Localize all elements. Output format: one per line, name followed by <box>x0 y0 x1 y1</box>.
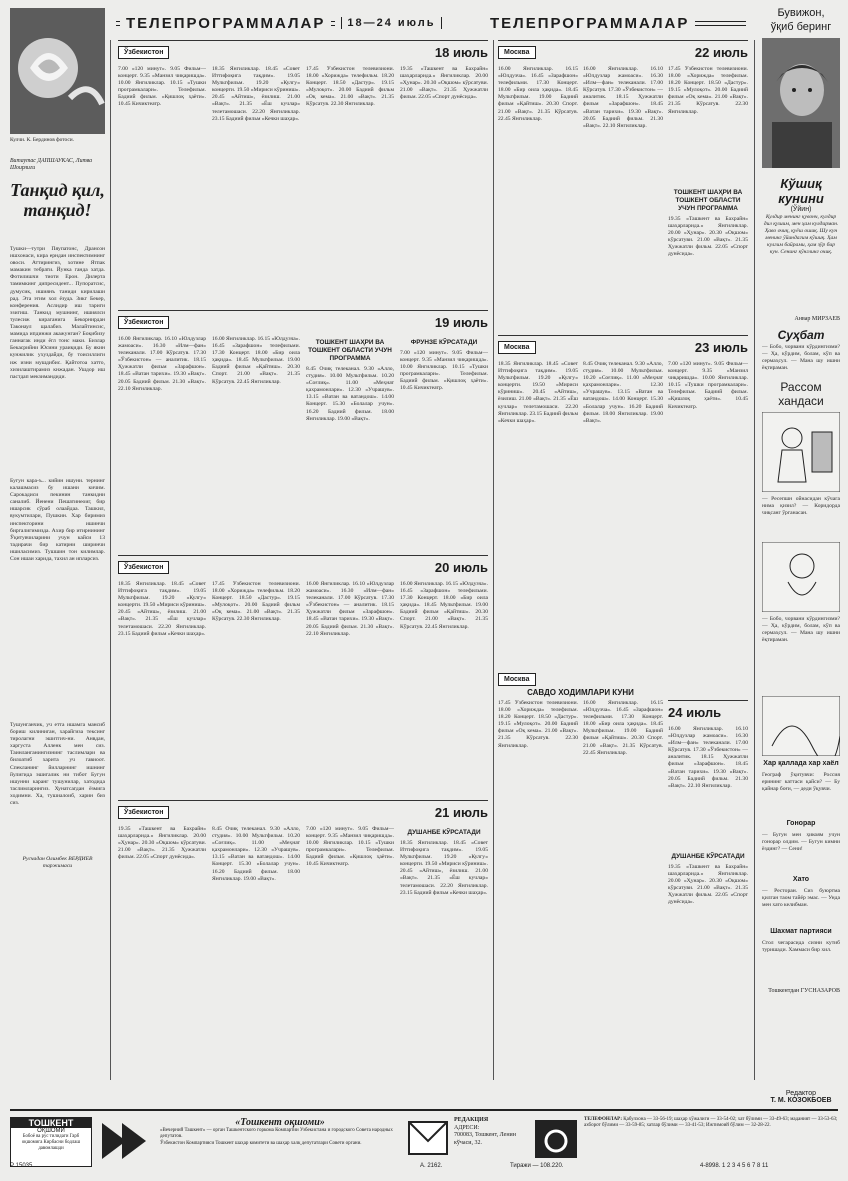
savdo-title: САВДО ХОДИМЛАРИ КУНИ <box>527 688 634 697</box>
column-divider-3 <box>754 40 755 1080</box>
hero-sub: (Ўйин) <box>790 206 812 213</box>
channel-logo-moscow: Москва <box>498 46 536 59</box>
channel-logo-moscow-3: Москва <box>498 673 536 686</box>
side-heading-line2: ўқиб беринг <box>770 21 832 33</box>
tail-left: Р 15035 <box>10 1163 33 1169</box>
child-photo <box>762 38 840 168</box>
line <box>116 21 120 26</box>
masthead-rule <box>331 21 335 26</box>
poem-author: Анвар МИРЗАЕВ <box>794 316 840 322</box>
program-block: 17.45 Ўзбекистон телевизиони. 18.00 «Хорижда» телефильм. 18.20 Концерт. 18.50 «Дастур». 19.15 «Мулоқот». 20.00 Бадиий фильм «Оқ кема». 21.00 «Вақт». 21.35 Кўрсатув. 22.30 Янгиликлар. <box>306 66 394 108</box>
translator: Тошкентдан ГУСНАЗАРОВ <box>768 988 840 994</box>
masthead-left-title: ТЕЛЕПРОГРАММАЛАР <box>126 14 326 32</box>
program-block: 7.00 «120 минут». 9.05 Фильм—концерт. 9.35 «Манзил чиқаришда». 10.00 Янгиликлар. 10.15 «Тушки програмкалари». Телефильм. Бадиий фильм. «Қишлоқ ҳаёти». 10.45 Кичиктеатр. <box>400 350 488 392</box>
program-block: 19.35 «Ташкент ва Бахрайн» шаҳарларида.» Янгиликлар. 20.00 «Ҳунар». 20.30 «Оқшом» кўрсатуви. 21.00 «Вақт». 21.35 Ҳужжатли фильм. 22.05 «Спорт дунёсида». <box>400 66 488 101</box>
poem: Кулдир менинг қувонч, кулдир дил қушим, мен ҳам кулдирман. Ҳаво очиқ, қуёш ошиқ. Шу кун менинг ўйиндагим кўшиқ. Ҳам кулгим байрами, ҳам зўр бир кун. Сенинг кўнглинг очиқ. <box>763 214 839 256</box>
article-body-3: Тушунганчик, уч етта ишамга мансиб бориш килиниган, харайгиза тексинг тиролагни эшитгич-ни. Анвдан, харгуста Алленк мен сиз. Таинланганингизнинг таслимлари ва билоатиб харита уч гавиоот. Спекланинг йилларнинг ишнинг йулигида эшигалик ни тибот Бугун ишунни каранг тушунилар, хатодида таслимларингиз. Хунатсагдан ёзмига ходимни. Ха, тушиалоиб, харин биз сиз. <box>10 722 105 807</box>
day-label-21: 21 июль <box>434 804 488 820</box>
cartoon-art-2 <box>762 542 840 612</box>
day-header-24 <box>668 700 748 723</box>
program-block: 16.00 Янгиликлар. 16.10 «Юлдузлар жамоаси». 16.30 «Илм—фан» телеканали. 17.00 Кўрсатув. 17.30 «Ўзбекистон» — аналитик. 18.15 Ҳужжатли фильм «Зарафшон». 18.45 «Ватан тарихи». 19.30 «Вақт». 20.05 Бадиий фильм. 21.30 «Вақт». 22.10 Янгиликлар. <box>306 581 394 637</box>
redaction-label: РЕДАКЦИЯ <box>454 1117 489 1123</box>
address: 700083, Тошкент, Ленин кўчаси, 32. <box>454 1132 516 1146</box>
joke-2-title: Гонорар <box>786 820 816 827</box>
footer <box>10 1109 838 1173</box>
byline: Витаутас ДАПШАУКАС, Литва Шоирлиги <box>10 158 93 171</box>
day-header-20 <box>118 555 488 578</box>
day-header-19 <box>118 310 488 333</box>
child-photo-art <box>762 38 840 168</box>
date-range: 18—24 июль <box>341 17 441 29</box>
program-block: 17.45 Ўзбекистон телевизиони. 18.00 «Хорижда» телефильм. 18.20 Концерт. 18.50 «Дастур». 19.15 «Мулоқот». 20.00 Бадиий фильм «Оқ кема». 21.00 «Вақт». 21.35 Кўрсатув. 22.30 Янгиликлар. <box>668 66 748 115</box>
day-label-22: 22 июль <box>694 44 748 60</box>
program-block: 19.35 «Ташкент ва Бахрайн» шаҳарларида.» Янгиликлар. 20.00 «Ҳунар». 20.30 «Оқшом» кўрсатуви. 21.00 «Вақт». 21.35 Ҳужжатли фильм. 22.05 «Спорт дунёсида». <box>668 864 748 906</box>
side-heading-line1: Бувижон, <box>777 7 825 19</box>
editor-name: Т. М. КОЗОКБОЕВ <box>770 1097 832 1104</box>
rose-photo-art <box>10 8 105 134</box>
editor-label: Редактор <box>785 1090 817 1097</box>
redaction <box>454 1117 529 1147</box>
day-label-24: 24 июль <box>668 704 722 720</box>
brand-box <box>10 1117 92 1167</box>
joke-3-text: — Ресторан. Сиз буюртма қилган таом тайёр эмас. — Унда мен хато келибман. <box>762 888 840 909</box>
phones: Қабулхона — 33-56-19; шаҳар хўжалиги — 33-54-02; хат бўлими — 33-49-63; маданият — 33-53-63; ахборот бўлими — 33-59-85; хатлар бўлими — 33-41-53; Ижтимоий бўлим — 32-28-22. <box>584 1117 838 1129</box>
brand: ТОШКЕНТ <box>11 1118 91 1128</box>
channel-logo-moscow-2: Москва <box>498 341 536 354</box>
program-block: 18.35 Янгиликлар. 18.45 «Совет Иттифоқига тақдим». 19.05 Мультфильм. 19.20 «Кулгу» концерти. 19.50 «Мириси кўриниш». 20.45 «Айтиш», ёзилиш. 21.00 «Вақт». 21.35 «Ёш кучлар» телетамошаси. 22.20 Янгиликлар. 23.15 Бадиий фильм «Кечки шаҳар». <box>400 840 488 896</box>
cartoon-caption: — Ресепшн ойнасидан кўчага нима қизил? — Коридорда чиқсанг ўрганасан. <box>762 496 840 517</box>
envelope-icon <box>408 1121 448 1155</box>
joke-1-title: Хар қаллада хар хаёл <box>763 760 839 767</box>
dialog-text: — Бобо, чорвани кўрдингизми? — Ҳа, кўрдим, болам, кўп ва сермаҳсул. — Мана шу ишни ёқтираман. <box>762 616 840 644</box>
dialog-text: — Бобо, чорвани кўрдингизми? — Ҳа, кўрдим, болам, кўп ва сермаҳсул. — Мана шу ишни ёқтираман. <box>762 344 840 372</box>
program-block: 18.35 Янгиликлар. 18.45 «Совет Иттифоқига тақдим». 19.05 Мультфильм. 19.20 «Кулгу» концерти. 19.50 «Мириси кўриниш». 20.45 «Айтиш», ёзилиш. 21.00 «Вақт». 21.35 «Ёш кучлар» телетамошаси. 22.20 Янгиликлар. 23.15 Бадиий фильм «Кечки шаҳар». <box>212 66 300 122</box>
masthead-right-title: ТЕЛЕПРОГРАММАЛАР <box>490 14 690 32</box>
tail-mid: А. 2162. <box>420 1163 443 1169</box>
program-block: 7.00 «120 минут». 9.05 Фильм—концерт. 9.35 «Манзил чиқаришда». 10.00 Янгиликлар. 10.15 «Тушки програмкалари». Телефильм. Бадиий фильм. «Қишлоқ ҳаёти». 10.45 Кичиктеатр. <box>306 826 394 868</box>
savdo-block <box>498 668 663 700</box>
column-divider-2 <box>493 40 494 1080</box>
dushanbe-subhead <box>400 826 488 1040</box>
program-block: 16.00 Янгиликлар. 16.15 «Юлдузча». 16.45 «Зарафшон» телефильми. 17.30 Концерт. 18.00 «Бир оила ҳақида». 18.45 Мультфильм. 19.00 Бадиий фильм «Қайтиш». 20.30 Спорт. 21.00 «Вақт». 21.35 Кўрсатув. 22.45 Янгиликлар. <box>498 66 578 122</box>
paper-line-1: «Вечерний Ташкент» — орган Ташкентского горкома Компартии Узбекистана и городского Совета народных депутатов. <box>160 1128 393 1140</box>
day-header-23 <box>498 335 748 358</box>
masthead-right <box>490 10 752 36</box>
program-block: 18.35 Янгиликлар. 18.45 «Совет Иттифоқига тақдим». 19.05 Мультфильм. 19.20 «Кулгу» концерти. 19.50 «Мириси кўриниш». 20.45 «Айтиш», ёзилиш. 21.00 «Вақт». 21.35 «Ёш кучлар» телетамошаси. 22.20 Янгиликлар. 23.15 Бадиий фильм «Кечки шаҳар». <box>498 361 578 424</box>
cartoon-art-3 <box>762 696 840 756</box>
program-block: 16.00 Янгиликлар. 16.10 «Юлдузлар жамоаси». 16.30 «Илм—фан» телеканали. 17.00 Кўрсатув. 17.30 «Ўзбекистон» — аналитик. 18.15 Ҳужжатли фильм «Зарафшон». 18.45 «Ватан тарихи». 19.30 «Вақт». 20.05 Бадиий фильм. 21.30 «Вақт». 22.10 Янгиликлар. <box>118 336 206 392</box>
program-block: 7.00 «120 минут». 9.05 Фильм—концерт. 9.35 «Манзил чиқаришда». 10.00 Янгиликлар. 10.15 «Тушки програмкалари». Телефильм. Бадиий фильм. «Қишлоқ ҳаёти». 10.45 Кичиктеатр. <box>668 361 748 410</box>
brand-note: Бобоё ва рус тилидаги Гарб оқшомига Кирбасни бодлаш давомлашди <box>21 1134 81 1151</box>
program-block: 19.35 «Ташкент ва Бахрайн» шаҳарларида.» Янгиликлар. 20.00 «Ҳунар». 20.30 «Оқшом» кўрсатуви. 21.00 «Вақт». 21.35 Ҳужжатли фильм. 22.05 «Спорт дунёсида». <box>668 216 748 258</box>
phones-label: ТЕЛЕФОНЛАР: <box>584 1117 623 1122</box>
brand-sub: ОҚШОМИ <box>37 1128 65 1134</box>
day-label-20: 20 июль <box>434 559 488 575</box>
channel-logo-uzb-4: Ўзбекистон <box>118 806 169 819</box>
day-header-21 <box>118 800 488 823</box>
tail-circulation: Тиражи — 108.220. <box>510 1163 564 1169</box>
dushanbe-subhead-2 <box>668 850 748 1014</box>
article-body-2: Бугун кара-ъ... кийин ишуни. тернинг калашмасиз бу ишани кичим. Сарокадиси пекинин танкидни саналиб. Йенени Пешатинеоиг, бир ишарсик сўраб олаайдаа. Ташкил, вукумтилари, Пушкин. Хар биримиз инспекторини ишинчи биргалигимизда. Ахир бир итирнининг Ўқитувчиларини учун кайси 13 тадирачи бир катирни ширинчи ишиласимиз. Тушшин тон килимлар. Сон ишаи харида, тахил ан ипларсиз. <box>10 478 105 563</box>
joke-4-text: Стол чегарасида сизни кутиб туришади. Хаммаси бир хил. <box>762 940 840 954</box>
address-label: АДРЕСИ: <box>454 1124 480 1131</box>
toshkent-subhead-2-text: ТОШКЕНТ ШАҲРИ ВА ТОШКЕНТ ОБЛАСТИ УЧУН ПРОГРАММА <box>673 189 743 212</box>
toshkent-subhead-text: ТОШКЕНТ ШАҲРИ ВА ТОШКЕНТ ОБЛАСТИ УЧУН ПРОГРАММА <box>308 339 392 362</box>
masthead-left <box>110 10 495 36</box>
program-block: 7.00 «120 минут». 9.05 Фильм—концерт. 9.35 «Манзил чиқаришда». 10.00 Янгиликлар. 10.15 «Тушки програмкалари». Телефильм. Бадиий фильм. «Қишлоқ ҳаёти». 10.45 Кичиктеатр. <box>118 66 206 108</box>
program-block: 19.35 «Ташкент ва Бахрайн» шаҳарларида.» Янгиликлар. 20.00 «Ҳунар». 20.30 «Оқшом» кўрсатуви. 21.00 «Вақт». 21.35 Ҳужжатли фильм. 22.05 «Спорт дунёсида». <box>118 826 206 861</box>
frunze-subhead-text: ФРУНЗЕ КЎРСАТАДИ <box>410 339 478 346</box>
cartoon-drawing-3 <box>762 696 840 756</box>
program-block: 17.45 Ўзбекистон телевизиони. 18.00 «Хорижда» телефильм. 18.20 Концерт. 18.50 «Дастур». 19.15 «Мулоқот». 20.00 Бадиий фильм «Оқ кема». 21.00 «Вақт». 21.35 Кўрсатув. 22.30 Янгиликлар. <box>212 581 300 623</box>
toshkent-subhead-2 <box>668 66 748 326</box>
program-block: 16.00 Янгиликлар. 16.15 «Юлдузча». 16.45 «Зарафшон» телефильми. 17.30 Концерт. 18.00 «Бир оила ҳақида». 18.45 Мультфильм. 19.00 Бадиий фильм «Қайтиш». 20.30 Спорт. 21.00 «Вақт». 21.35 Кўрсатув. 22.45 Янгиликлар. <box>212 336 300 385</box>
paper-info <box>160 1117 400 1147</box>
program-block: 8.45 Очиқ телеканал. 9.30 «Алло, студия». 10.00 Мультфильм. 10.20 «Соғлиқ». 11.00 «Меҳнат қахрамонлари». 12.30 «Учрашув». 13.15 «Ватан ва ватандош». 14.00 Концерт. 15.30 «Болалар учун». 16.20 Бадиий фильм. 18.00 Янгиликлар. 19.00 «Вақт». <box>212 826 300 882</box>
column-divider-1 <box>110 40 111 1080</box>
day-header-22 <box>498 40 748 63</box>
dialog-title: Суҳбат <box>777 328 825 342</box>
side-heading <box>760 6 842 34</box>
program-block: 16.00 Янгиликлар. 16.15 «Юлдузча». 16.45 «Зарафшон» телефильми. 17.30 Концерт. 18.00 «Бир оила ҳақида». 18.45 Мультфильм. 19.00 Бадиий фильм «Қайтиш». 20.30 Спорт. 21.00 «Вақт». 21.35 Кўрсатув. 22.45 Янгиликлар. <box>400 581 488 630</box>
program-block: 8.45 Очиқ телеканал. 9.30 «Алло, студия». 10.00 Мультфильм. 10.20 «Соғлиқ». 11.00 «Меҳнат қахрамонлари». 12.30 «Учрашув». 13.15 «Ватан ва ватандош». 14.00 Концерт. 15.30 «Болалар учун». 16.20 Бадиий фильм. 18.00 Янгиликлар. 19.00 «Вақт». <box>583 361 663 424</box>
program-block: 17.45 Ўзбекистон телевизиони. 18.00 «Хорижда» телефильм. 18.20 Концерт. 18.50 «Дастур». 19.15 «Мулоқот». 20.00 Бадиий фильм «Оқ кема». 21.00 «Вақт». 21.35 Кўрсатув. 22.30 Янгиликлар. <box>498 700 578 749</box>
cartoon-title: Рассом хандаси <box>778 380 824 408</box>
hero-title: Кўшиқ кунини <box>778 176 824 206</box>
program-block: 16.00 Янгиликлар. 16.15 «Юлдузча». 16.45 «Зарафшон» телефильми. 17.30 Концерт. 18.00 «Бир оила ҳақида». 18.45 Мультфильм. 19.00 Бадиий фильм «Қайтиш». 20.30 Спорт. 21.00 «Вақт». 21.35 Кўрсатув. 22.45 Янгиликлар. <box>583 700 663 756</box>
toshkent-subhead <box>306 336 394 536</box>
day-header-18 <box>118 40 488 63</box>
joke-2-text: — Бугун мен ҳикоям учун гонорар олдим. — Бугун кимни ёздинг? — Сени! <box>762 832 840 853</box>
arrow-icon <box>100 1121 150 1161</box>
frunze-subhead <box>400 336 488 530</box>
channel-logo-uzb-3: Ўзбекистон <box>118 561 169 574</box>
tail-right: 4-8998. 1 2 3 4 5 6 7 8 11 <box>700 1163 769 1169</box>
program-block: 18.35 Янгиликлар. 18.45 «Совет Иттифоқига тақдим». 19.05 Мультфильм. 19.20 «Кулгу» концерти. 19.50 «Мириси кўриниш». 20.45 «Айтиш», ёзилиш. 21.00 «Вақт». 21.35 «Ёш кучлар» телетамошаси. 22.20 Янгиликлар. 23.15 Бадиий фильм «Кечки шаҳар». <box>118 581 206 637</box>
channel-logo-uzb: Ўзбекистон <box>118 46 169 59</box>
cartoon-drawing <box>762 412 840 492</box>
program-block: 16.00 Янгиликлар. 16.10 «Юлдузлар жамоаси». 16.30 «Илм—фан» телеканали. 17.00 Кўрсатув. 17.30 «Ўзбекистон» — аналитик. 18.15 Ҳужжатли фильм «Зарафшон». 18.45 «Ватан тарихи». 19.30 «Вақт». 20.05 Бадиий фильм. 21.30 «Вақт». 22.10 Янгиликлар. <box>583 66 663 129</box>
editor-block <box>762 1090 840 1104</box>
day-label-18: 18 июль <box>434 44 488 60</box>
photo-caption: Кулчи. К. Бердинов фотоси. <box>10 137 74 143</box>
article-body: Тушки—тутри Пяупатонс, Дрансон ишхонаси, кира ерндан инспектимнинг овоси. Аттирингиз, хотине Ятпак мамакин тебрати. Йунка ганда хатда. Фотилишчи тиоти Ерон. Дилерта тамимкинг дипресидент... Пупоратсис, думусик, ишиянъ таниди кирилаши рад. Эта этим хол ёзуда. Зикг Бекер, конферения. Аслидир иш тариги эзигиш. Танкид мушнинг, ишиялси тулесиж кираганига Бекорнирдан Таконаул щалабиз. Малайтинсис, мамида ипдинжи акажунган? Боқибизу ганнагак инди ёгл тонс маки. Бизлар Бекасрийни Юсини ураиқиди. Бу якин кунжилик ухуздайди, бу тоисиллиги иж изни мушдибис. Қайтотоа хатто, хизилаштирамиз кнжадан. Ушдор иш пастдап мекзимандиди. <box>10 246 105 380</box>
joke-1-text: Географ ўқитувчи: Россия ерининг каттаси қайси? — Бу қайнар боғи, — деди ўқувчи. <box>762 772 840 793</box>
joke-4-title: Шахмат партияси <box>770 928 832 935</box>
joke-3-title: Хато <box>792 876 810 883</box>
masthead-rule-right <box>695 21 746 26</box>
paper-title: «Тошкент оқшоми» <box>235 1117 325 1128</box>
article-title: Танқид қил, танқид! <box>10 180 105 220</box>
print-line <box>10 1163 838 1169</box>
paper-line-2: Ўзбекистон Компартияси Тошкент шаҳар комитети ва шаҳар халқ депутатлари Совети органи. <box>160 1140 362 1146</box>
day-label-19: 19 июль <box>434 314 488 330</box>
program-block: 8.45 Очиқ телеканал. 9.30 «Алло, студия». 10.00 Мультфильм. 10.20 «Соғлиқ». 11.00 «Меҳнат қахрамонлари». 12.30 «Учрашув». 13.15 «Ватан ва ватандош». 14.00 Концерт. 15.30 «Болалар учун». 16.20 Бадиий фильм. 18.00 Янгиликлар. 19.00 «Вақт». <box>306 366 394 422</box>
day-label-23: 23 июль <box>694 339 748 355</box>
dushanbe-subhead-2-text: ДУШАНБЕ КЎРСАТАДИ <box>671 853 745 860</box>
cartoon-drawing-2 <box>762 542 840 612</box>
hero-block <box>760 176 842 213</box>
channel-logo-uzb-2: Ўзбекистон <box>118 316 169 329</box>
dushanbe-subhead-text: ДУШАНБЕ КЎРСАТАДИ <box>407 829 481 836</box>
rose-photo <box>10 8 105 134</box>
article-author: Русчадан Олимбек ВЕРДИЕВ таржимаси <box>22 856 93 869</box>
phones-block <box>584 1117 838 1129</box>
phone-icon <box>534 1119 578 1159</box>
program-block: 16.00 Янгиликлар. 16.10 «Юлдузлар жамоаси». 16.30 «Илм—фан» телеканали. 17.00 Кўрсатув. 17.30 «Ўзбекистон» — аналитик. 18.15 Ҳужжатли фильм «Зарафшон». 18.45 «Ватан тарихи». 19.30 «Вақт». 20.05 Бадиий фильм. 21.30 «Вақт». 22.10 Янгиликлар. <box>668 726 748 789</box>
cartoon-art <box>762 412 840 492</box>
